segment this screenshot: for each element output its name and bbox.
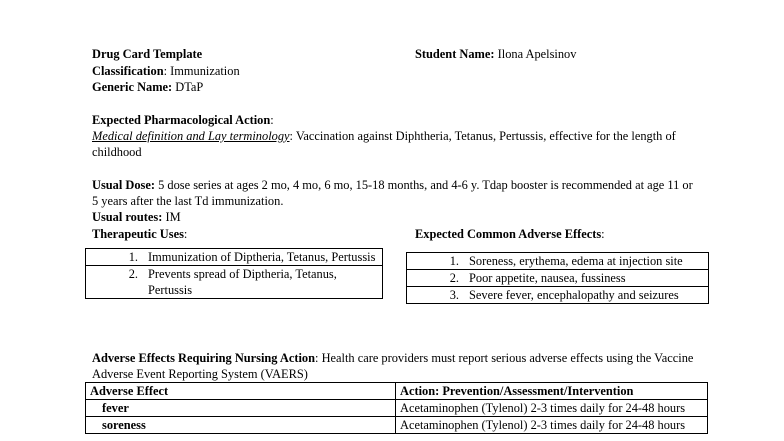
definition-colon: : xyxy=(289,129,293,143)
classification-value: : Immunization xyxy=(163,64,240,78)
effect-cell: fever xyxy=(86,400,396,417)
pharm-heading-colon: : xyxy=(270,113,274,127)
generic-name-value: DTaP xyxy=(175,80,204,94)
item-text: Prevents spread of Diptheria, Tetanus, Pertussis xyxy=(148,267,337,297)
generic-name-line xyxy=(92,79,203,95)
table-header-row xyxy=(86,383,708,400)
item-number: 2. xyxy=(449,271,459,285)
table-row xyxy=(86,400,708,417)
column-header-effect: Adverse Effect xyxy=(86,383,396,400)
nursing-text: : Health care providers must report serious adverse effects using the Vaccine Adverse Event Reporting System (VAERS) xyxy=(92,351,694,381)
item-number: 3. xyxy=(449,288,459,302)
adverse-action-table xyxy=(85,382,708,434)
definition-label: Medical definition and Lay terminology xyxy=(92,129,290,143)
action-cell: Acetaminophen (Tylenol) 2-3 times daily for 24-48 hours xyxy=(396,417,708,434)
adverse-common-heading: Expected Common Adverse Effects xyxy=(415,227,602,241)
table-row xyxy=(407,287,709,304)
item-text: Soreness, erythema, edema at injection site xyxy=(469,254,683,268)
therapeutic-item xyxy=(86,266,383,299)
therapeutic-item xyxy=(86,249,383,266)
card-title: Drug Card Template xyxy=(92,47,203,61)
adverse-common-table xyxy=(406,252,709,304)
definition-text: Vaccination against Diphtheria, Tetanus, Pertussis, effective for the length of childhood xyxy=(92,129,676,159)
table-row xyxy=(86,249,383,266)
table-row xyxy=(407,270,709,287)
generic-name-label: Generic Name: xyxy=(92,80,173,94)
pharm-heading: Expected Pharmacological Action xyxy=(92,113,271,127)
classification-label: Classification xyxy=(92,64,164,78)
adverse-item xyxy=(407,270,709,287)
student-name-line xyxy=(415,46,576,62)
table-row xyxy=(86,417,708,434)
adverse-item xyxy=(407,253,709,270)
usual-routes-value: IM xyxy=(165,210,181,224)
adverse-item xyxy=(407,287,709,304)
adverse-common-heading-line xyxy=(415,226,605,242)
pharm-heading-line xyxy=(92,112,274,128)
item-text: Immunization of Diptheria, Tetanus, Pertussis xyxy=(148,250,376,264)
item-number: 1. xyxy=(449,254,459,268)
student-name-label: Student Name: xyxy=(415,47,495,61)
therapeutic-table xyxy=(85,248,383,299)
table-row xyxy=(86,266,383,299)
adverse-common-colon: : xyxy=(601,227,605,241)
therapeutic-heading: Therapeutic Uses xyxy=(92,227,184,241)
effect-cell: soreness xyxy=(86,417,396,434)
therapeutic-heading-line xyxy=(92,226,187,242)
item-text: Poor appetite, nausea, fussiness xyxy=(469,271,626,285)
item-number: 2. xyxy=(128,267,138,281)
usual-dose xyxy=(92,177,702,209)
student-name-value: Ilona Apelsinov xyxy=(497,47,577,61)
usual-routes-line xyxy=(92,209,181,225)
therapeutic-colon: : xyxy=(183,227,188,241)
action-cell: Acetaminophen (Tylenol) 2-3 times daily for 24-48 hours xyxy=(396,400,708,417)
nursing-heading: Adverse Effects Requiring Nursing Action xyxy=(92,351,316,365)
table-row xyxy=(407,253,709,270)
item-number: 1. xyxy=(128,250,138,264)
usual-dose-text: 5 dose series at ages 2 mo, 4 mo, 6 mo, 15-18 months, and 4-6 y. Tdap booster is recommended at age 11 or 5 years after the last Td immunization. xyxy=(92,178,693,208)
usual-dose-label: Usual Dose: xyxy=(92,178,155,192)
usual-routes-label: Usual routes: xyxy=(92,210,163,224)
pharm-definition xyxy=(92,128,702,160)
item-text: Severe fever, encephalopathy and seizures xyxy=(469,288,679,302)
classification-line xyxy=(92,63,240,79)
column-header-action: Action: Prevention/Assessment/Intervention xyxy=(396,383,708,400)
nursing-action xyxy=(92,350,702,382)
